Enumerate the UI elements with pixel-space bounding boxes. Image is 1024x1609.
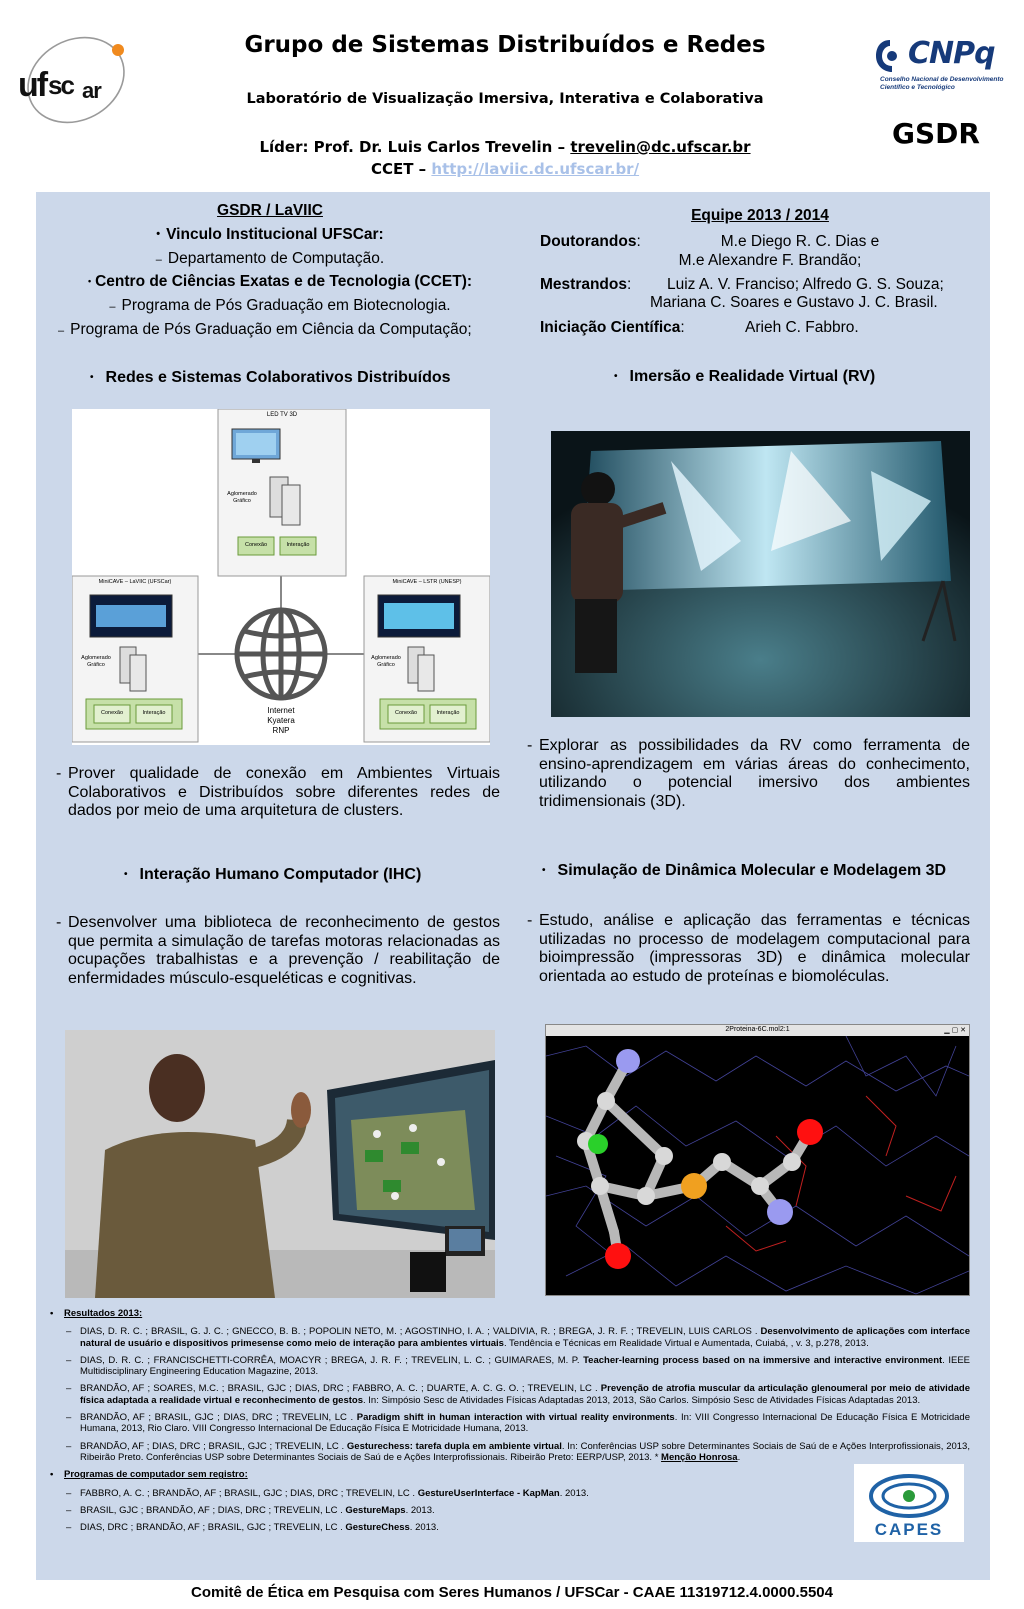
prog-authors: DIAS, DRC ; BRANDÃO, AF ; BRASIL, GJC ; TREVELIN, LC . [80, 1522, 346, 1534]
programas-heading-text: Programas de computador sem registro [64, 1469, 245, 1481]
molecule-viewer-window [545, 1024, 970, 1296]
dash-icon: – [109, 301, 116, 313]
ref-title: Paradigm shift in human interaction with virtual reality environments [356, 1412, 675, 1424]
cluster-label-top [222, 491, 262, 505]
dash-icon: – [58, 325, 65, 337]
team-heading: Equipe 2013 / 2014 [691, 207, 829, 224]
bullet-icon: • [124, 869, 128, 881]
redes-heading [90, 369, 451, 387]
program-item [50, 1505, 840, 1516]
prog-year: . 2013. [405, 1504, 435, 1516]
dash-icon: – [66, 1326, 72, 1338]
prog-title: GestureMaps [345, 1504, 406, 1516]
imersao-text: Explorar as possibilidades da RV como ferramenta de ensino-aprendizagem em várias áreas do conhecimento, utilizando o potencial imersivo dos ambientes tridimensionais (3D). [539, 737, 970, 810]
molecule-window-title: 2Proteina-6C.mol2:1 [725, 1026, 790, 1033]
doutorandos-label: Doutorandos: [540, 233, 641, 250]
capes-logo [854, 1464, 964, 1542]
molecule-bonds [586, 1061, 810, 1256]
ref-title: Prevenção de atrofia muscular da articulação glenoumeral por meio de atividade física adaptada a realidade virtual e reconhecimento de gestos [80, 1383, 970, 1406]
redes-paragraph [56, 765, 500, 821]
mestrandos-label-text: Mestrandos [540, 276, 627, 293]
ethics-footer: Comitê de Ética em Pesquisa com Seres Humanos / UFSCar - CAAE 11319712.4.0000.5504 [191, 1584, 833, 1601]
conexao-right: Conexão [394, 710, 418, 716]
vr-cave-photo [551, 431, 970, 717]
prog-year: . 2013. [409, 1522, 439, 1534]
cluster-label-2: Gráfico [233, 498, 251, 504]
prog-authors: FABBRO, A. C. ; BRANDÃO, AF ; BRASIL, GJC ; DIAS, DRC ; TREVELIN, LC . [80, 1487, 418, 1499]
prog-title: GestureUserInterface - KapMan [417, 1487, 560, 1499]
vinculo-label: Vinculo Institucional UFSCar: [166, 226, 384, 243]
ihc-heading-text: Interação Humano Computador (IHC) [139, 866, 422, 883]
dash-icon: – [66, 1487, 72, 1499]
prog-year: . 2013. [559, 1487, 589, 1499]
bullet-icon: • [90, 372, 94, 384]
ref-venue: . In: Simpósio Sesc de Atividades Físicas Adaptadas 2013, 2013, São Carlos. Simpósio Sesc de Atividades Físicas Adaptadas 2013. [363, 1394, 921, 1406]
ihc-text: Desenvolver uma biblioteca de reconhecimento de gestos que permita a simulação de tarefas motoras relacionadas as ocupações trabalhistas e a prevenção / reabilitação de enfermidades músculo-esqueléticas e cognitivas. [68, 914, 500, 987]
affiliation-programa-2 [58, 320, 508, 341]
mestrandos-line-2: Mariana C. Soares e Gustavo J. C. Brasil. [650, 294, 938, 311]
dash-icon: – [66, 1440, 72, 1452]
ref-venue: . IEEE Multidisciplinary Engineering Education Magazine, 2013. [80, 1354, 970, 1378]
programas-heading: • Programas de computador sem registro: [50, 1469, 970, 1480]
doutorandos-label-text: Doutorandos [540, 233, 637, 250]
page-title: Grupo de Sistemas Distribuídos e Redes [244, 32, 766, 58]
bullet-icon: • [542, 865, 546, 877]
reference-item [50, 1383, 970, 1406]
redes-text: Prover qualidade de conexão em Ambientes Virtuais Colaborativos e Distribuídos sobre diferentes redes de dados por meio de uma arquitetura de clusters. [68, 765, 500, 819]
imersao-heading [614, 368, 875, 386]
affiliation-heading: GSDR / LaVIIC [217, 202, 323, 219]
imersao-paragraph [527, 737, 970, 811]
resultados-heading: • Resultados 2013: [50, 1308, 970, 1319]
cnpq-emblem-icon [872, 36, 908, 76]
conexao-top: Conexão [244, 542, 268, 548]
dash-icon: – [66, 1522, 72, 1534]
simulacao-paragraph [527, 912, 970, 986]
ref-end: . [737, 1451, 741, 1463]
imersao-heading-text: Imersão e Realidade Virtual (RV) [629, 368, 876, 385]
affiliation-departamento [80, 249, 460, 270]
centro-text: Centro de Ciências Exatas e de Tecnologia (CCET): [95, 273, 473, 290]
cluster-label-1: Aglomerado [371, 655, 401, 661]
leader-line [0, 138, 1024, 156]
cluster-label-1: Aglomerado [227, 491, 257, 497]
dash-icon: – [155, 254, 162, 266]
resultados-heading-text: Resultados 2013 [64, 1308, 139, 1319]
interacao-left: Interação [142, 710, 166, 716]
gsdr-badge: GSDR [892, 117, 980, 150]
doutorandos-line-1: M.e Diego R. C. Dias e [720, 233, 880, 250]
leader-email-link[interactable]: trevelin@dc.ufscar.br [570, 138, 751, 156]
prog-title: GestureChess [345, 1522, 410, 1534]
bullet-icon: • [614, 371, 618, 383]
laviic-url-link[interactable]: http://laviic.dc.ufscar.br/ [431, 160, 640, 178]
ref-authors: BRANDÃO, AF ; BRASIL, GJC ; DIAS, DRC ; TREVELIN, LC . [80, 1412, 357, 1424]
dash-icon: – [66, 1504, 72, 1516]
cluster-label-right [366, 655, 406, 669]
doutorandos-line-2: M.e Alexandre F. Brandão; [678, 252, 862, 269]
ref-venue: . In: Conferências USP sobre Determinantes Sociais de Saú de e Ações Interprofissionais, 2013, Ribeirão Preto. Conferências USP sobre Determinantes Sociais de Saú de e Ações Interprofissionais. Ribeirão Preto: EERP/USP, 2013. * [80, 1440, 970, 1463]
dash-icon: – [66, 1383, 72, 1395]
reference-item [50, 1441, 970, 1464]
iniciacao-value: Arieh C. Fabbro. [745, 319, 859, 336]
dash-icon: - [527, 737, 533, 754]
cnpq-caption: Conselho Nacional de Desenvolvimento Científico e Tecnológico [880, 76, 1004, 91]
svg-text:ar: ar [82, 78, 101, 103]
globe-icon [237, 610, 325, 698]
ref-title: Gesturechess: tarefa dupla em ambiente virtual [346, 1440, 562, 1452]
node-left-label: MiniCAVE – LaVIIC (UFSCar) [98, 579, 172, 585]
affiliation-vinculo [80, 225, 460, 244]
conexao-left: Conexão [100, 710, 124, 716]
ref-authors: BRANDÃO, AF ; DIAS, DRC ; BRASIL, GJC ; TREVELIN, LC . [80, 1440, 347, 1452]
iniciacao-label-text: Iniciação Científica [540, 319, 681, 336]
simulacao-heading [542, 862, 946, 880]
network-kyatera: Kyatera [267, 716, 295, 725]
ref-authors: BRANDÃO, AF ; SOARES, M.C. ; BRASIL, GJC ; DIAS, DRC ; FABBRO, A. C. ; DUARTE, A. C. G. O. ; TREVELIN, LC . [80, 1383, 601, 1395]
ref-title: Desenvolvimento de aplicações com interface natural de usuário e dispositivos primesense como meio de interação para ambientes virtuais [80, 1326, 971, 1349]
ihc-paragraph [56, 914, 500, 988]
ref-authors: DIAS, D. R. C. ; FRANCISCHETTI-CORRÊA, MOACYR ; BREGA, J. R. F. ; TREVELIN, L. C. ; GUIMARAES, M. P. [80, 1354, 584, 1366]
network-diagram [72, 409, 490, 745]
simulacao-heading-text: Simulação de Dinâmica Molecular e Modelagem 3D [557, 862, 947, 879]
capes-wordmark: CAPES [874, 1520, 944, 1539]
network-label [241, 706, 321, 736]
ccet-label: CCET – [370, 160, 432, 178]
iniciacao-label: Iniciação Científica: [540, 319, 685, 336]
dash-icon: - [527, 912, 533, 929]
redes-heading-text: Redes e Sistemas Colaborativos Distribuídos [105, 369, 451, 386]
mestrandos-line-1: Luiz A. V. Franciso; Alfredo G. S. Souza; [667, 276, 944, 293]
departamento-text: Departamento de Computação. [167, 250, 385, 267]
dash-icon: - [56, 765, 62, 782]
window-controls-icon[interactable]: ▁ ▢ ✕ [944, 1027, 966, 1034]
prog-authors: BRASIL, GJC ; BRANDÃO, AF ; DIAS, DRC ; TREVELIN, LC . [80, 1504, 346, 1516]
cluster-label-left [76, 655, 116, 669]
dash-icon: – [66, 1354, 72, 1366]
leader-name: Líder: Prof. Dr. Luis Carlos Trevelin – [259, 138, 571, 156]
network-internet: Internet [267, 706, 295, 715]
ref-authors: DIAS, D. R. C. ; BRASIL, G. J. C. ; GNECCO, B. B. ; POPOLIN NETO, M. ; AGOSTINHO, I. A. ; VALDIVIA, R. ; BREGA, J. R. F. ; TREVELIN, LUIS CARLOS . [80, 1326, 761, 1338]
svg-text:sc: sc [48, 70, 73, 100]
cluster-label-2: Gráfico [87, 662, 105, 668]
reference-item [50, 1412, 970, 1435]
svg-text:uf: uf [18, 66, 47, 104]
program-item [50, 1522, 840, 1533]
affiliation-programa-1 [60, 296, 500, 317]
bullet-icon: • [156, 228, 161, 241]
molecule-window-titlebar [546, 1025, 969, 1036]
ccet-line [0, 160, 1024, 178]
bullet-icon: • [87, 276, 92, 287]
reference-item [50, 1355, 970, 1378]
ref-venue: . Tendência e Técnicas em Realidade Virtual e Aumentada, Cuiabá, , v. 3, p.278, 2013. [503, 1337, 869, 1349]
gesture-chess-photo [65, 1030, 495, 1298]
ihc-heading [124, 866, 421, 884]
node-right-label: MiniCAVE – LSTR (UNESP) [392, 579, 462, 585]
cnpq-logo [872, 36, 1002, 98]
page-subtitle: Laboratório de Visualização Imersiva, Interativa e Colaborativa [246, 91, 764, 107]
affiliation-centro [60, 272, 500, 291]
network-rnp: RNP [272, 726, 290, 735]
mencao-honrosa: Menção Honrosa [661, 1451, 738, 1463]
interacao-right: Interação [436, 710, 460, 716]
references-section [50, 1308, 970, 1539]
cluster-label-2: Gráfico [377, 662, 395, 668]
program-item [50, 1488, 840, 1499]
ref-title: Teacher-learning process based on na immersive and interactive environment [583, 1354, 943, 1366]
dash-icon: - [56, 914, 62, 931]
programa1-text: Programa de Pós Graduação em Biotecnologia. [121, 297, 451, 314]
interacao-top: Interação [286, 542, 310, 548]
dash-icon: – [66, 1412, 72, 1424]
reference-item [50, 1326, 970, 1349]
ref-venue: . In: VIII Congresso Internacional De Educação Física E Motricidade Humana, 2013, Rio Claro. VIII Congresso Internacional De Educação Física E Motricidade Humana, 2013. [80, 1412, 970, 1435]
mestrandos-label: Mestrandos: [540, 276, 632, 293]
programa2-text: Programa de Pós Graduação em Ciência da Computação; [70, 321, 472, 338]
cluster-label-1: Aglomerado [81, 655, 111, 661]
simulacao-text: Estudo, análise e aplicação das ferramentas e técnicas utilizadas no processo de modelagem computacional para bioimpressão (impressoras 3D) e dinâmica molecular orientada ao estudo de proteínas e biomoléculas. [539, 912, 970, 985]
node-top-label: LED TV 3D [266, 412, 298, 418]
cnpq-wordmark: CNPq [908, 36, 995, 71]
